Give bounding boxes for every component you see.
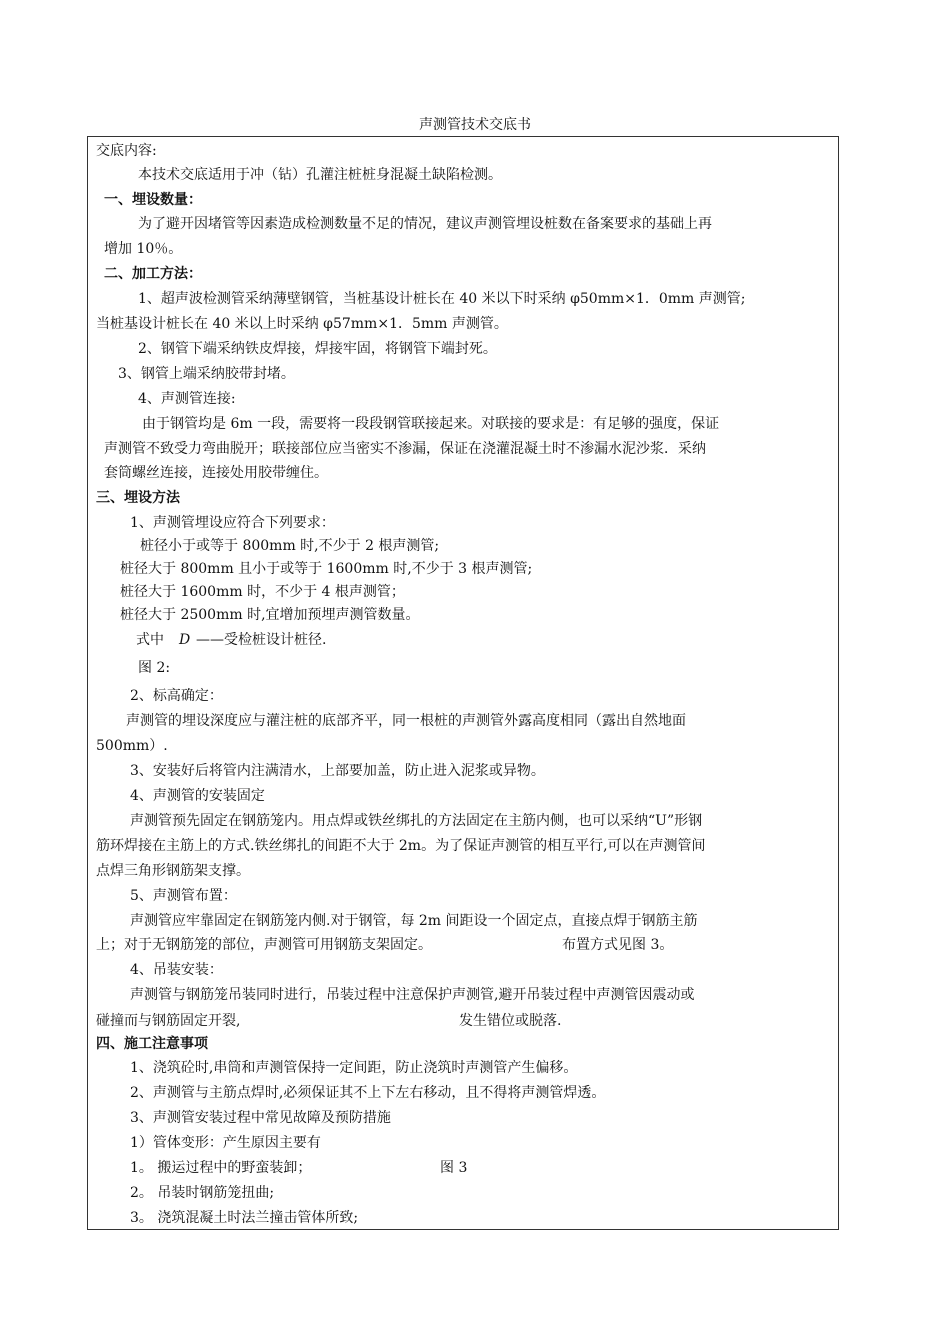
requirement-line: 桩径小于或等于 800mm 时,不少于 2 根声测管;	[140, 538, 440, 554]
paragraph-line: 为了避开因堵管等因素造成检测数量不足的情况，建议声测管埋设桩数在备案要求的基础上再	[138, 216, 712, 232]
formula-prefix: 式中	[136, 632, 164, 648]
requirement-line: 桩径大于 2500mm 时,宜增加预埋声测管数量。	[120, 607, 420, 623]
formula-symbol: D	[179, 632, 191, 648]
figure-3-reference: 布置方式见图 3。	[562, 937, 674, 953]
paragraph-line: 增加 10％。	[104, 241, 183, 257]
paragraph-line: 1）管体变形：产生原因主要有	[130, 1135, 321, 1151]
paragraph-line: 500mm）.	[96, 738, 168, 754]
list-item: 1。 搬运过程中的野蛮装卸；	[130, 1160, 312, 1176]
paragraph-line: 筋环焊接在主筋上的方式.铁丝绑扎的间距不大于 2m。为了保证声测管的相互平行,可以在声测管间	[96, 838, 706, 854]
section-4-heading: 四、施工注意事项	[96, 1036, 208, 1052]
paragraph-line: 1、声测管埋设应符合下列要求：	[130, 515, 335, 531]
list-item: 3。 浇筑混凝土时法兰撞击管体所致;	[130, 1210, 359, 1226]
requirement-line: 桩径大于 800mm 且小于或等于 1600mm 时,不少于 3 根声测管;	[120, 561, 533, 577]
document-title: 声测管技术交底书	[419, 117, 531, 133]
paragraph-line: 声测管预先固定在钢筋笼内。用点焊或铁丝绑扎的方法固定在主筋内侧，也可以采纳“U”形钢	[130, 813, 703, 829]
paragraph-line: 发生错位或脱落.	[459, 1013, 562, 1029]
paragraph-line: 当桩基设计桩长在 40 米以上时采纳 φ57mm×1．5mm 声测管。	[96, 316, 508, 332]
paragraph-line: 声测管不致受力弯曲脱开；联接部位应当密实不渗漏，保证在浇灌混凝土时不渗漏水泥沙浆．采纳	[104, 441, 706, 457]
figure-3-label: 图 3	[440, 1160, 468, 1176]
paragraph-line: 4、声测管连接:	[138, 391, 236, 407]
paragraph-line: 点焊三角形钢筋架支撑。	[96, 863, 250, 879]
paragraph-line: 5、声测管布置：	[130, 888, 237, 904]
requirement-line: 桩径大于 1600mm 时，不少于 4 根声测管；	[120, 584, 405, 600]
paragraph-line: 上；对于无钢筋笼的部位，声测管可用钢筋支架固定。	[96, 937, 432, 953]
paragraph-line: 1、超声波检测管采纳薄壁钢管，当桩基设计桩长在 40 米以下时采纳 φ50mm×1．0mm 声测管;	[138, 291, 746, 307]
paragraph-line: 声测管的埋设深度应与灌注桩的底部齐平，同一根桩的声测管外露高度相同（露出自然地面	[126, 713, 686, 729]
paragraph-line: 2、标高确定：	[130, 688, 223, 704]
section-3-heading: 三、埋设方法	[96, 490, 180, 506]
paragraph-line: 由于钢管均是 6m 一段，需要将一段段钢管联接起来。对联接的要求是：有足够的强度，保证	[142, 416, 720, 432]
paragraph-line: 声测管与钢筋笼吊装同时进行，吊装过程中注意保护声测管,避开吊装过程中声测管因震动或	[130, 987, 695, 1003]
paragraph-line: 3、声测管安装过程中常见故障及预防措施	[130, 1110, 391, 1126]
paragraph-line: 2、声测管与主筋点焊时,必须保证其不上下左右移动，且不得将声测管焊透。	[130, 1085, 606, 1101]
paragraph-line: 套筒螺丝连接，连接处用胶带缠住。	[104, 465, 328, 481]
scope-text: 本技术交底适用于冲（钻）孔灌注桩桩身混凝土缺陷检测。	[138, 167, 502, 183]
paragraph-line: 1、浇筑砼时,串筒和声测管保持一定间距，防止浇筑时声测管产生偏移。	[130, 1060, 578, 1076]
formula-description: ——受检桩设计桩径.	[196, 632, 327, 648]
list-item: 2。 吊装时钢筋笼扭曲;	[130, 1185, 275, 1201]
paragraph-line: 碰撞而与钢筋固定开裂,	[96, 1013, 241, 1029]
paragraph-line: 3、钢管上端采纳胶带封堵。	[118, 366, 295, 382]
paragraph-line: 2、钢管下端采纳铁皮焊接，焊接牢固，将钢管下端封死。	[138, 341, 497, 357]
paragraph-line: 声测管应牢靠固定在钢筋笼内侧.对于钢管，每 2m 间距设一个固定点，直接点焊于钢筋主筋	[130, 913, 698, 929]
paragraph-line: 4、声测管的安装固定	[130, 788, 265, 804]
figure-2-label: 图 2:	[138, 660, 171, 676]
section-1-heading: 一、埋设数量：	[104, 192, 202, 208]
section-2-heading: 二、加工方法：	[104, 266, 202, 282]
paragraph-line: 4、吊装安装：	[130, 962, 223, 978]
paragraph-line: 3、安装好后将管内注满清水，上部要加盖，防止进入泥浆或异物。	[130, 763, 545, 779]
intro-label: 交底内容:	[96, 143, 157, 159]
